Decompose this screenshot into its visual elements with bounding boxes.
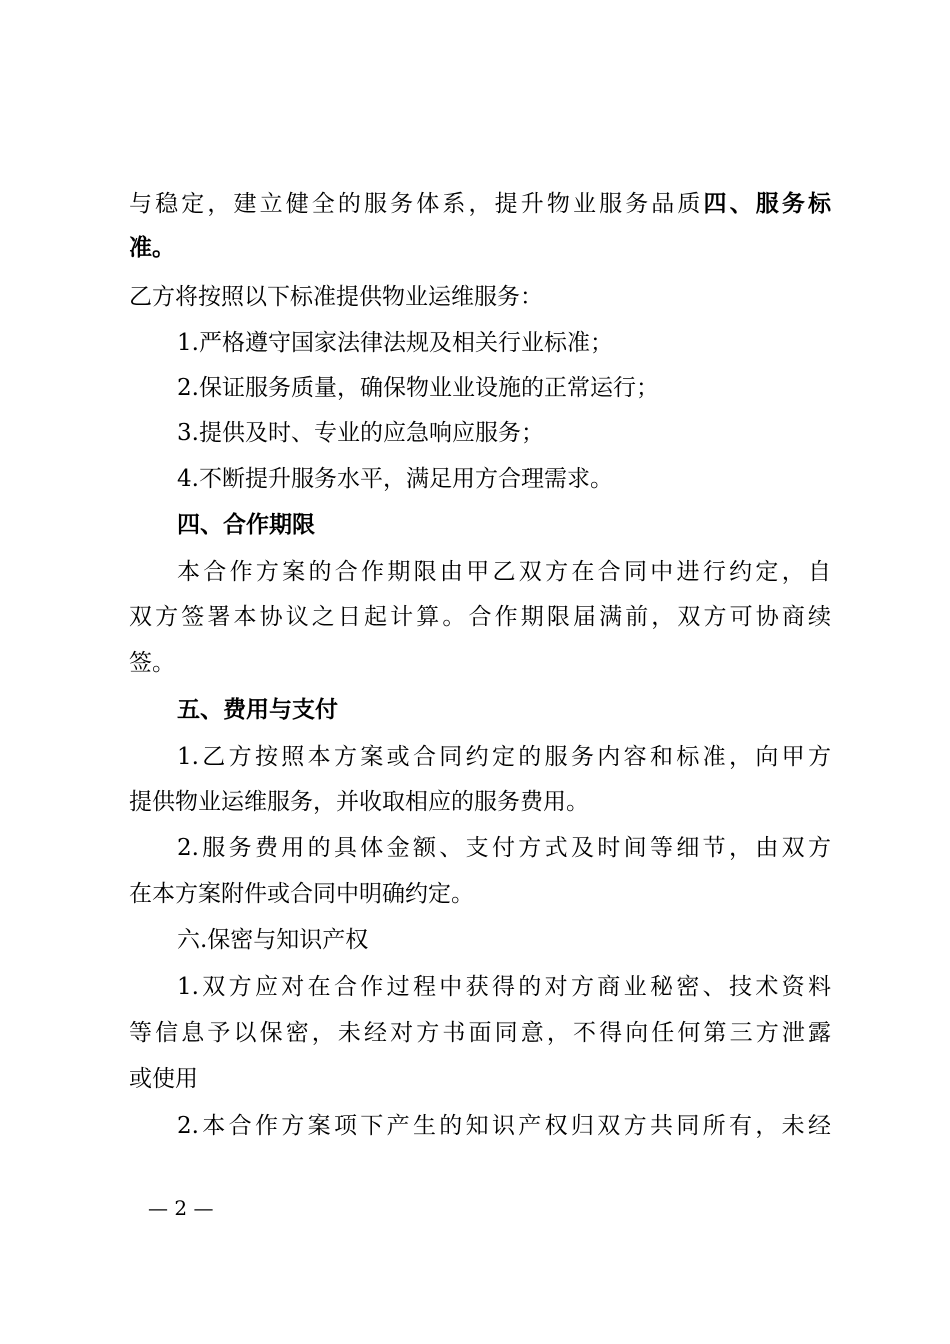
section-heading-inline: 四、服务标 [703, 191, 832, 217]
paragraph-line: 本合作方案的合作期限由甲乙双方在合同中进行约定，自 [177, 559, 831, 585]
paragraph-line: 1.乙方按照本方案或合同约定的服务内容和标准，向甲方 [177, 744, 831, 770]
paragraph-line: 2.服务费用的具体金额、支付方式及时间等细节，由双方 [177, 835, 831, 861]
paragraph-line: 乙方将按照以下标准提供物业运维服务： [129, 284, 543, 310]
page-number: — 2 — [148, 1196, 214, 1220]
section-heading-continuation: 准。 [129, 235, 175, 261]
paragraph-line: 双方签署本协议之日起计算。合作期限届满前，双方可协商续 [129, 604, 831, 630]
paragraph-line: 2.本合作方案项下产生的知识产权归双方共同所有，未经 [177, 1113, 831, 1139]
list-item: 1.严格遵守国家法律法规及相关行业标准； [177, 330, 613, 356]
text-line [129, 186, 831, 222]
list-item: 4.不断提升服务水平，满足用方合理需求。 [177, 466, 613, 492]
paragraph-line: 或使用 [129, 1066, 198, 1092]
list-item: 2.保证服务质量，确保物业业设施的正常运行； [177, 375, 659, 401]
paragraph-line: 等信息予以保密，未经对方书面同意，不得向任何第三方泄露 [129, 1020, 831, 1046]
text-span: 与稳定，建立健全的服务体系，提升物业服务品质 [129, 191, 704, 217]
list-item: 3.提供及时、专业的应急响应服务； [177, 420, 544, 446]
section-heading: 六.保密与知识产权 [177, 927, 369, 953]
section-heading: 五、费用与支付 [177, 697, 338, 723]
paragraph-line: 提供物业运维服务，并收取相应的服务费用。 [129, 789, 589, 815]
paragraph-line: 在本方案附件或合同中明确约定。 [129, 881, 474, 907]
paragraph-line: 签。 [129, 650, 175, 676]
section-heading: 四、合作期限 [177, 512, 315, 538]
paragraph-line: 1.双方应对在合作过程中获得的对方商业秘密、技术资料 [177, 974, 831, 1000]
